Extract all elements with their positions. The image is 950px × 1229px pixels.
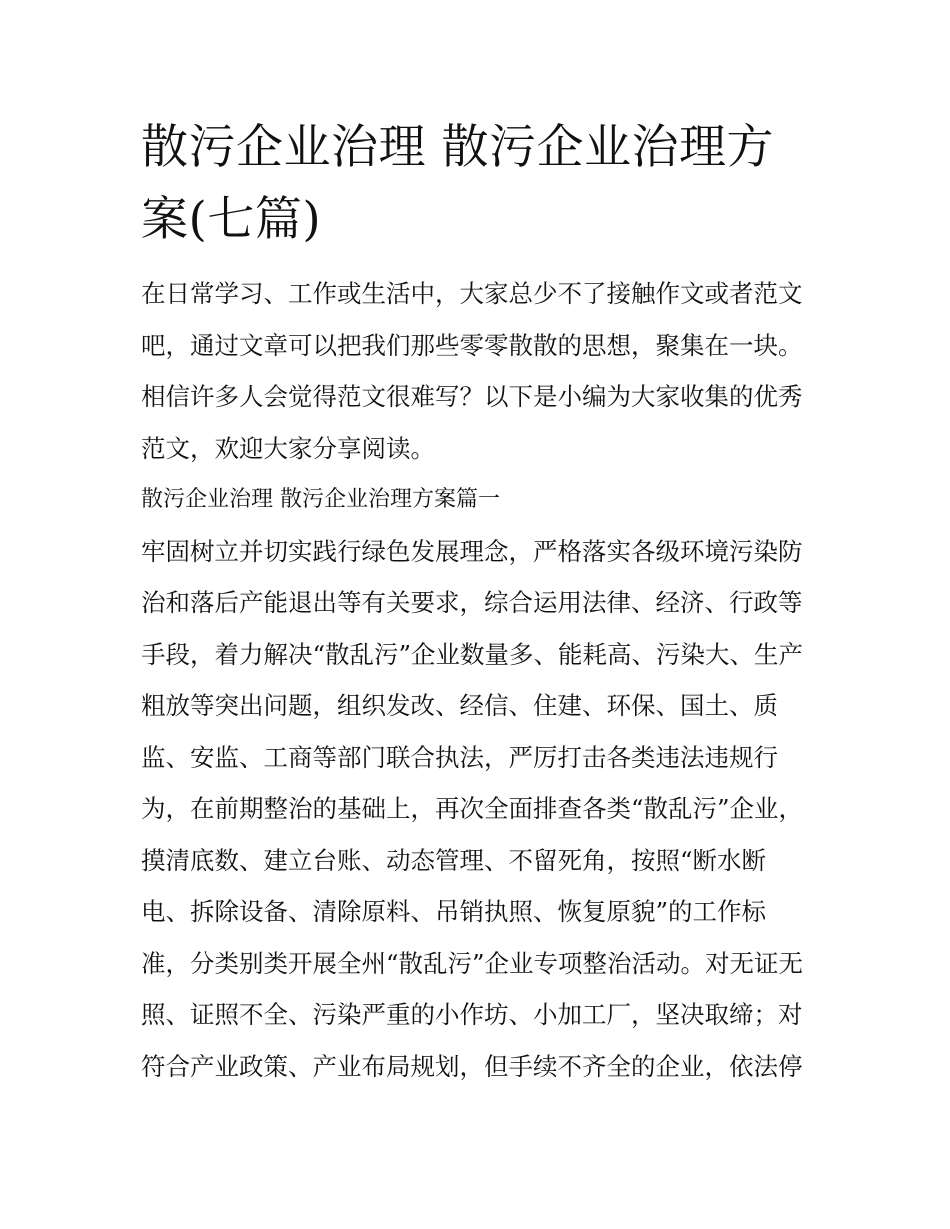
body-line: 照、证照不全、污染严重的小作坊、小加工厂，坚决取缔；对 (141, 1000, 803, 1029)
body-line: 治和落后产能退出等有关要求，综合运用法律、经济、行政等 (141, 588, 803, 617)
body-line: 粗放等突出问题，组织发改、经信、住建、环保、国土、质 (141, 691, 778, 720)
intro-paragraph (141, 268, 816, 474)
document-title (141, 112, 816, 256)
document-content (141, 112, 816, 1092)
title-line: 案(七篇) (141, 192, 322, 247)
section-heading: 散污企业治理 散污企业治理方案篇一 (141, 487, 500, 512)
body-line: 监、安监、工商等部门联合执法，严厉打击各类违法违规行 (141, 742, 778, 772)
intro-line: 相信许多人会觉得范文很难写？以下是小编为大家收集的优秀 (141, 382, 803, 411)
body-line: 摸清底数、建立台账、动态管理、不留死角，按照“断水断 (141, 845, 767, 875)
title-line: 散污企业治理 散污企业治理方 (141, 120, 774, 175)
body-paragraph (141, 526, 816, 1093)
intro-line: 吧，通过文章可以把我们那些零零散散的思想，聚集在一块。 (141, 330, 803, 360)
intro-line: 范文，欢迎大家分享阅读。 (141, 433, 435, 463)
body-line: 电、拆除设备、清除原料、吊销执照、恢复原貌”的工作标 (141, 897, 767, 926)
body-line: 准，分类别类开展全州“散乱污”企业专项整治活动。对无证无 (141, 948, 804, 978)
intro-line: 在日常学习、工作或生活中，大家总少不了接触作文或者范文 (141, 279, 803, 308)
body-line: 牢固树立并切实践行绿色发展理念，严格落实各级环境污染防 (141, 536, 803, 566)
body-line: 符合产业政策、产业布局规划，但手续不齐全的企业，依法停 (141, 1051, 803, 1081)
body-line: 手段，着力解决“散乱污”企业数量多、能耗高、污染大、生产 (141, 639, 804, 669)
body-line: 为，在前期整治的基础上，再次全面排查各类“散乱污”企业， (141, 794, 804, 823)
